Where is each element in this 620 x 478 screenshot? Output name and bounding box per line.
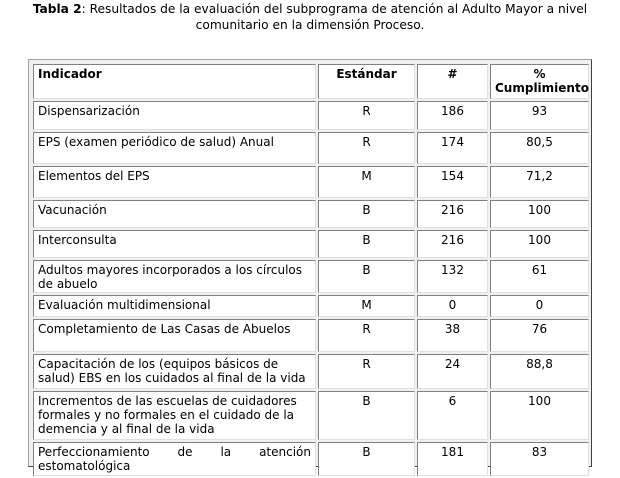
cell-indicator: Perfeccionamiento de la atención estomatológica — [33, 442, 316, 476]
cell-percent: 93 — [490, 101, 589, 130]
caption-text-line2: comunitario en la dimensión Proceso. — [195, 18, 425, 32]
cell-indicator: Adultos mayores incorporados a los círculos de abuelo — [33, 260, 316, 293]
results-table — [31, 62, 591, 478]
cell-count: 24 — [417, 354, 488, 389]
cell-indicator: Elementos del EPS — [33, 166, 316, 198]
table-row — [33, 132, 589, 164]
cell-count: 154 — [417, 166, 488, 198]
header-indicator: Indicador — [33, 64, 316, 99]
cell-standard: R — [318, 319, 415, 352]
cell-standard: R — [318, 354, 415, 389]
header-percent-symbol: % — [533, 67, 546, 81]
cell-standard: B — [318, 442, 415, 476]
cell-count: 6 — [417, 391, 488, 440]
table-row — [33, 391, 589, 440]
cell-percent: 76 — [490, 319, 589, 352]
cell-indicator: Capacitación de los (equipos básicos de salud) EBS en los cuidados al final de la vida — [33, 354, 316, 389]
cell-count: 38 — [417, 319, 488, 352]
cell-percent: 61 — [490, 260, 589, 293]
cell-percent: 0 — [490, 295, 589, 317]
caption-text-line1: : Resultados de la evaluación del subprograma de atención al Adulto Mayor a nivel — [81, 2, 588, 16]
results-table-frame — [28, 59, 592, 473]
cell-percent: 71,2 — [490, 166, 589, 198]
cell-percent: 80,5 — [490, 132, 589, 164]
cell-count: 181 — [417, 442, 488, 476]
cell-indicator: Incrementos de las escuelas de cuidadores formales y no formales en el cuidado de la demencia y al final de la vida — [33, 391, 316, 440]
cell-standard: B — [318, 200, 415, 228]
cell-percent: 88,8 — [490, 354, 589, 389]
cell-standard: M — [318, 295, 415, 317]
caption-label: Tabla 2 — [32, 2, 82, 16]
cell-count: 216 — [417, 200, 488, 228]
cell-standard: B — [318, 230, 415, 258]
table-row — [33, 319, 589, 352]
cell-standard: M — [318, 166, 415, 198]
table-row — [33, 260, 589, 293]
cell-standard: R — [318, 132, 415, 164]
cell-count: 132 — [417, 260, 488, 293]
cell-percent: 100 — [490, 391, 589, 440]
cell-count: 174 — [417, 132, 488, 164]
table-row — [33, 295, 589, 317]
header-standard: Estándar — [318, 64, 415, 99]
header-percent-label: Cumplimiento — [495, 81, 589, 95]
cell-indicator: Evaluación multidimensional — [33, 295, 316, 317]
cell-indicator: Dispensarización — [33, 101, 316, 130]
table-caption — [2, 1, 618, 33]
cell-standard: R — [318, 101, 415, 130]
cell-standard: B — [318, 391, 415, 440]
cell-percent: 100 — [490, 230, 589, 258]
table-row — [33, 101, 589, 130]
cell-indicator: Interconsulta — [33, 230, 316, 258]
table-row — [33, 230, 589, 258]
cell-percent: 100 — [490, 200, 589, 228]
cell-percent: 83 — [490, 442, 589, 476]
cell-indicator: EPS (examen periódico de salud) Anual — [33, 132, 316, 164]
header-percent — [490, 64, 589, 99]
cell-count: 0 — [417, 295, 488, 317]
header-count: # — [417, 64, 488, 99]
cell-indicator: Completamiento de Las Casas de Abuelos — [33, 319, 316, 352]
cell-standard: B — [318, 260, 415, 293]
table-row — [33, 200, 589, 228]
table-row — [33, 442, 589, 476]
table-row — [33, 166, 589, 198]
cell-count: 216 — [417, 230, 488, 258]
table-header-row — [33, 64, 589, 99]
cell-indicator: Vacunación — [33, 200, 316, 228]
table-row — [33, 354, 589, 389]
cell-count: 186 — [417, 101, 488, 130]
